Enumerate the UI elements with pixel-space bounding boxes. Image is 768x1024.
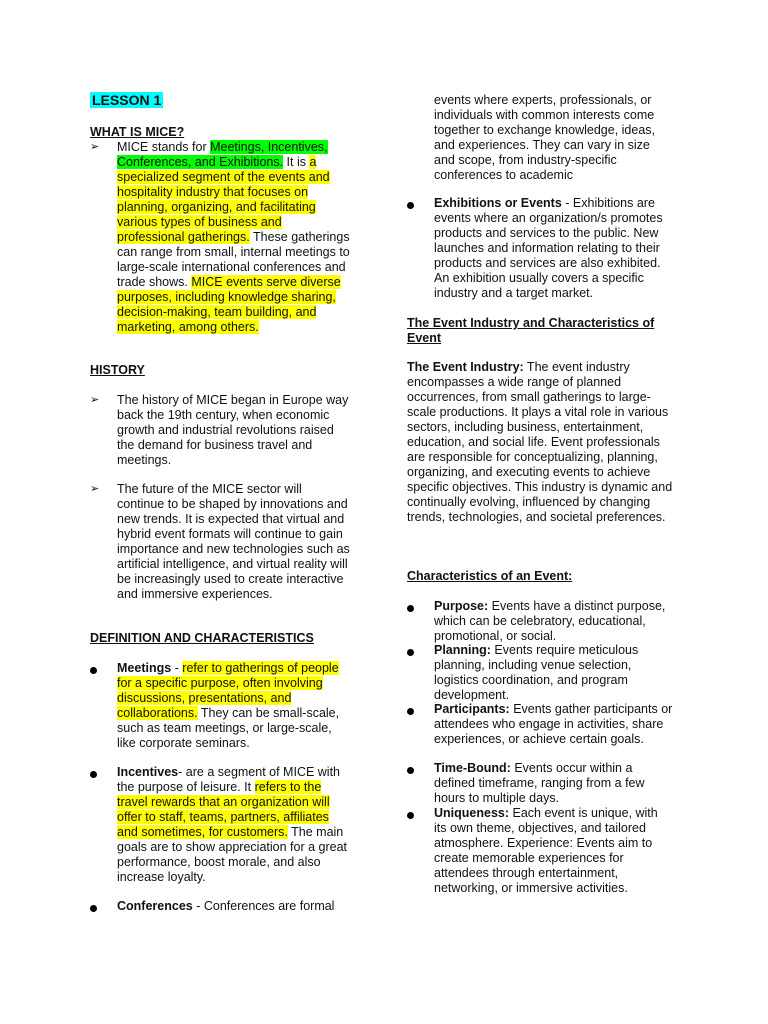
lesson-title: LESSON 1 bbox=[92, 92, 162, 108]
bullet-dot-icon bbox=[407, 605, 414, 612]
what-is-mice-text: MICE stands for Meetings, Incentives, Conferences, and Exhibitions. It is a specialized segment of the events and hospitality industry that focuses on planning, organizing, and facilitating various types of business and professional gatherings. These gatherings can range from small, internal meetings to large-scale international conferences and trade shows. MICE events serve diverse purposes, including knowledge sharing, decision-making, team building, and marketing, among others. bbox=[117, 140, 350, 334]
history-heading: HISTORY bbox=[90, 363, 145, 377]
meetings-item: Meetings - refer to gatherings of people for a specific purpose, often involving discussions, presentations, and collaborations. They can be small-scale, such as team meetings, or large-scale, like corporate seminars. bbox=[90, 661, 350, 751]
bullet-dot-icon bbox=[407, 708, 414, 715]
characteristic-item: Uniqueness: Each event is unique, with its own theme, objectives, and tailored atmosphere. Experience: Events aim to create memorable experiences for attendees through entertainment, networking, or immersive activities. bbox=[407, 806, 673, 896]
characteristic-item: Purpose: Events have a distinct purpose, which can be celebratory, educational, promotional, or social. bbox=[407, 599, 673, 644]
characteristics-heading: Characteristics of an Event: bbox=[407, 569, 573, 583]
characteristic-item: Participants: Events gather participants or attendees who engage in activities, share experiences, or achieve certain goals. bbox=[407, 702, 673, 747]
event-industry-paragraph: The Event Industry: The event industry encompasses a wide range of planned occurrences, from small gatherings to large-scale productions. It plays a vital role in various sectors, including business, entertainment, education, and social life. Event professionals are responsible for conceptualizing, planning, organizing, and executing events to achieve specific objectives. This industry is dynamic and continually evolving, influenced by changing trends, technologies, and societal preferences. bbox=[407, 360, 673, 524]
history-item-2: ➢ The future of the MICE sector will continue to be shaped by innovations and new trends. It is expected that virtual and hybrid event formats will continue to gain importance and new technologies such as artificial intelligence, and virtual reality will be increasingly used to create interactive and immersive experiences. bbox=[90, 482, 350, 601]
incentives-item: Incentives- are a segment of MICE with the purpose of leisure. It refers to the travel rewards that an organization will offer to staff, teams, partners, affiliates and sometimes, for customers. The main goals are to show appreciation for a great performance, boost morale, and also increase loyalty. bbox=[90, 765, 350, 885]
definition-heading: DEFINITION AND CHARACTERISTICS bbox=[90, 631, 314, 645]
bullet-dot-icon bbox=[407, 649, 414, 656]
characteristic-item: Time-Bound: Events occur within a defined timeframe, ranging from a few hours to multiple days. bbox=[407, 761, 673, 806]
conferences-item: Conferences - Conferences are formal bbox=[90, 899, 350, 914]
arrow-bullet-icon: ➢ bbox=[90, 141, 100, 153]
characteristic-item: Planning: Events require meticulous planning, including venue selection, logistics coordination, and program development. bbox=[407, 643, 673, 703]
arrow-bullet-icon: ➢ bbox=[90, 483, 100, 495]
bullet-dot-icon bbox=[90, 771, 97, 778]
bullet-dot-icon bbox=[90, 667, 97, 674]
bullet-dot-icon bbox=[407, 767, 414, 774]
history-item-1: ➢ The history of MICE began in Europe way back the 19th century, when economic growth and industrial revolutions raised the demand for business travel and meetings. bbox=[90, 393, 349, 467]
bullet-dot-icon bbox=[90, 905, 97, 912]
bullet-dot-icon bbox=[407, 202, 414, 209]
what-is-mice-heading: WHAT IS MICE? bbox=[90, 125, 185, 139]
conferences-continued: events where experts, professionals, or individuals with common interests come together to exchange knowledge, ideas, and experiences. They can vary in size and scope, from industry-specific conferences to academic bbox=[434, 93, 655, 182]
bullet-dot-icon bbox=[407, 812, 414, 819]
event-industry-heading: The Event Industry and Characteristics of Event bbox=[407, 316, 655, 345]
exhibitions-item: Exhibitions or Events - Exhibitions are events where an organization/s promotes products and services to the public. New launches and information relating to their products and services are also exhibited. An exhibition usually covers a specific industry and a target market. bbox=[407, 196, 673, 301]
arrow-bullet-icon: ➢ bbox=[90, 394, 100, 406]
what-is-mice-item bbox=[90, 140, 350, 335]
